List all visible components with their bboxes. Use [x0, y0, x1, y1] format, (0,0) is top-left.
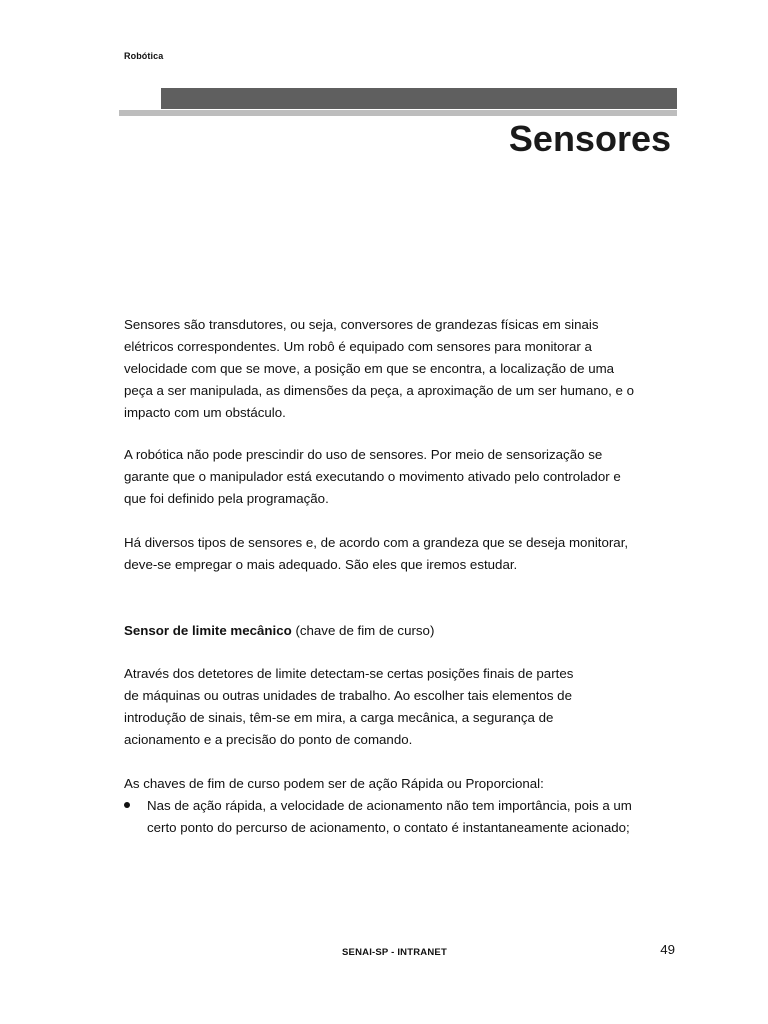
list-item: [124, 795, 684, 839]
paragraph-robotics: [124, 444, 684, 510]
header-bar-dark: [161, 88, 677, 109]
text-line: Nas de ação rápida, a velocidade de acionamento não tem importância, pois a um: [147, 798, 632, 813]
paragraph-types: [124, 532, 684, 576]
text-line: velocidade com que se move, a posição em que se encontra, a localização de uma: [124, 361, 615, 376]
text-line: garante que o manipulador está executando o movimento ativado pelo controlador e: [124, 469, 621, 484]
text-line: Sensores são transdutores, ou seja, conversores de grandezas físicas em sinais: [124, 317, 599, 332]
bullet-icon: [124, 802, 130, 808]
section-heading-bold: Sensor de limite mecânico: [124, 623, 292, 638]
chapter-title: Sensores: [508, 118, 671, 159]
text-line: que foi definido pela programação.: [124, 491, 329, 506]
text-line: elétricos correspondentes. Um robô é equipado com sensores para monitorar a: [124, 339, 592, 354]
text-line: de máquinas ou outras unidades de trabalho. Ao escolher tais elementos de: [124, 688, 572, 703]
running-head: Robótica: [124, 51, 164, 61]
bullet-list: [124, 795, 684, 839]
text-line: acionamento e a precisão do ponto de comando.: [124, 732, 413, 747]
text-line: Há diversos tipos de sensores e, de acordo com a grandeza que se deseja monitorar,: [124, 535, 629, 550]
paragraph-intro: [124, 314, 684, 424]
header-bar-light: [119, 110, 677, 116]
text-line: deve-se empregar o mais adequado. São eles que iremos estudar.: [124, 557, 518, 572]
text-line: peça a ser manipulada, as dimensões da peça, a aproximação de um ser humano, e o: [124, 383, 635, 398]
section-heading: [124, 620, 684, 642]
text-line: certo ponto do percurso de acionamento, o contato é instantaneamente acionado;: [147, 820, 630, 835]
text-line: A robótica não pode prescindir do uso de sensores. Por meio de sensorização se: [124, 447, 603, 462]
text-line: introdução de sinais, têm-se em mira, a carga mecânica, a segurança de: [124, 710, 554, 725]
section-heading-rest: (chave de fim de curso): [291, 623, 435, 638]
paragraph-switch-types: [124, 773, 684, 795]
text-line: As chaves de fim de curso podem ser de ação Rápida ou Proporcional:: [124, 776, 544, 791]
paragraph-limit-detectors: [124, 663, 684, 751]
text-line: impacto com um obstáculo.: [124, 405, 286, 420]
text-line: Através dos detetores de limite detectam-se certas posições finais de partes: [124, 666, 574, 681]
page-number: 49: [660, 942, 675, 957]
footer-text: SENAI-SP - INTRANET: [342, 947, 447, 958]
